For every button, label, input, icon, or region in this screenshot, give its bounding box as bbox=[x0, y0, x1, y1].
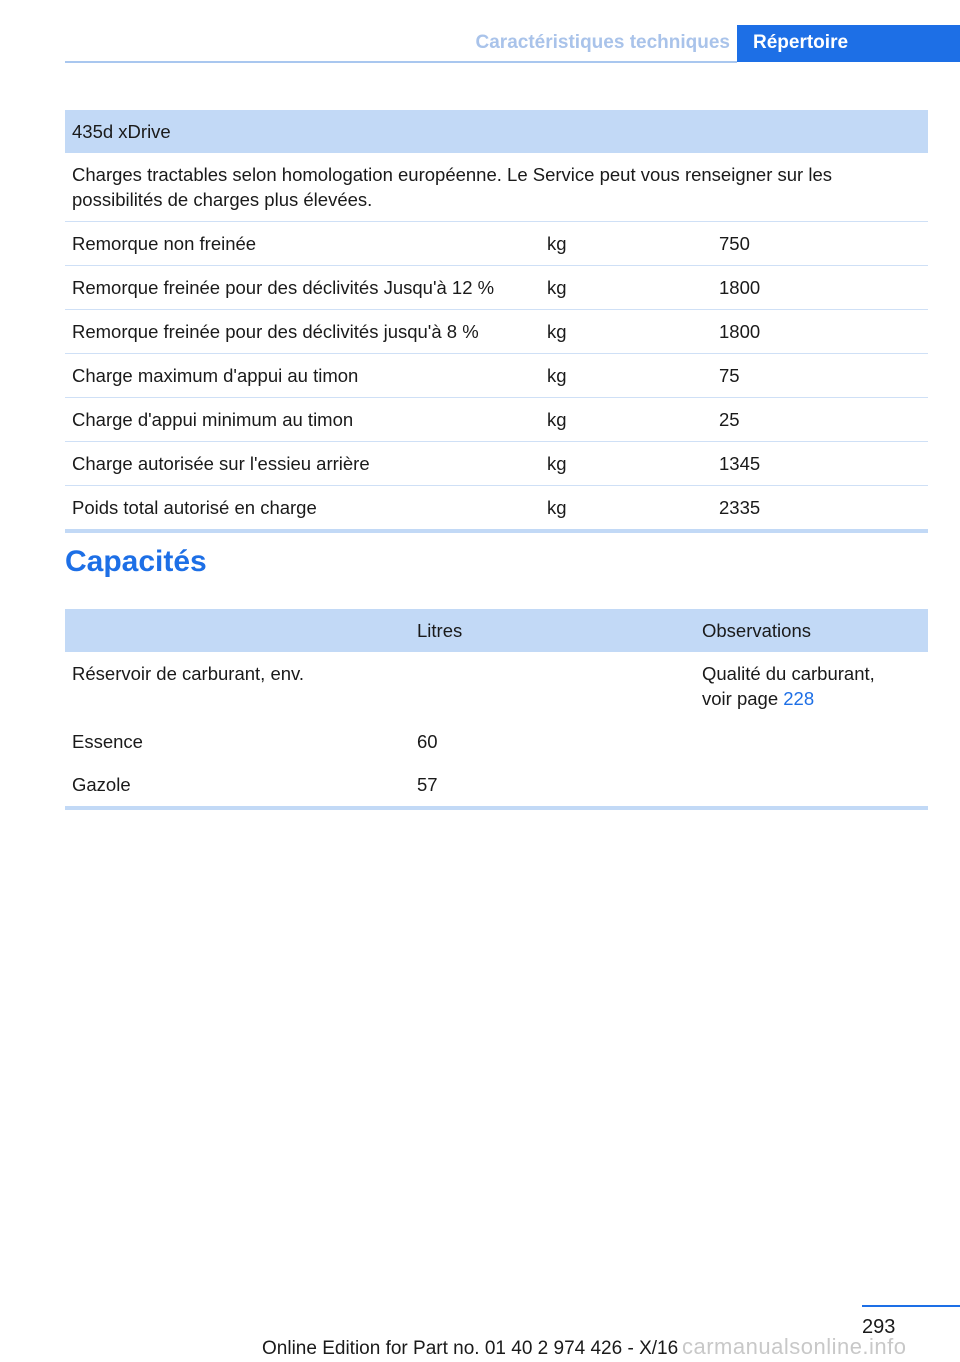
table-row bbox=[65, 720, 928, 763]
header-observations: Observations bbox=[695, 609, 928, 652]
row-unit: kg bbox=[540, 486, 712, 532]
row-label: Remorque freinée pour des déclivités Jusqu'à 12 % bbox=[65, 266, 540, 310]
observation-see-page: voir page bbox=[702, 688, 779, 709]
row-label: Essence bbox=[72, 731, 143, 752]
page-link[interactable]: 228 bbox=[783, 688, 815, 709]
table-row bbox=[65, 354, 928, 398]
row-label: Remorque freinée pour des déclivités jusqu'à 8 % bbox=[65, 310, 540, 354]
row-unit: kg bbox=[540, 310, 712, 354]
row-value: 25 bbox=[712, 398, 928, 442]
table-row bbox=[65, 652, 928, 720]
row-label: Gazole bbox=[65, 763, 410, 808]
row-label: Poids total autorisé en charge bbox=[65, 486, 540, 532]
chapter-tab[interactable]: Caractéristiques techniques bbox=[475, 32, 730, 53]
row-value: 750 bbox=[712, 222, 928, 266]
header-litres: Litres bbox=[410, 609, 695, 652]
page-number: 293 bbox=[862, 1316, 896, 1338]
towing-loads-table bbox=[65, 110, 928, 533]
row-litres: 57 bbox=[410, 763, 695, 808]
table-row bbox=[65, 266, 928, 310]
model-heading: 435d xDrive bbox=[65, 110, 928, 153]
watermark: carmanualsonline.info bbox=[682, 1334, 907, 1359]
row-value: 2335 bbox=[712, 486, 928, 532]
row-unit: kg bbox=[540, 398, 712, 442]
table-row bbox=[65, 310, 928, 354]
section-title: Capacités bbox=[65, 545, 207, 578]
row-label: Charge d'appui minimum au timon bbox=[65, 398, 540, 442]
row-value: 1800 bbox=[712, 310, 928, 354]
row-observation bbox=[695, 652, 928, 720]
row-unit: kg bbox=[540, 442, 712, 486]
row-litres bbox=[410, 652, 695, 720]
row-label: Réservoir de carburant, env. bbox=[72, 663, 305, 684]
row-value: 75 bbox=[712, 354, 928, 398]
header-empty-cell bbox=[65, 609, 410, 652]
row-value: 1345 bbox=[712, 442, 928, 486]
row-unit: kg bbox=[540, 354, 712, 398]
row-value: 1800 bbox=[712, 266, 928, 310]
table-header-row bbox=[65, 609, 928, 652]
row-unit: kg bbox=[540, 266, 712, 310]
row-observation bbox=[695, 720, 928, 763]
edition-footer: Online Edition for Part no. 01 40 2 974 426 - X/16 bbox=[262, 1338, 679, 1359]
towing-note: Charges tractables selon homologation européenne. Le Service peut vous renseigner sur les possibilités de charges plus élevées. bbox=[65, 153, 928, 222]
table-header-row bbox=[65, 110, 928, 153]
table-row bbox=[65, 222, 928, 266]
header-rule bbox=[65, 61, 737, 63]
row-label: Charge maximum d'appui au timon bbox=[65, 354, 540, 398]
row-litres: 60 bbox=[417, 731, 438, 752]
table-row bbox=[65, 763, 928, 808]
table-row bbox=[65, 398, 928, 442]
index-tab[interactable]: Répertoire bbox=[737, 25, 960, 62]
page-number-rule bbox=[862, 1305, 960, 1307]
row-unit: kg bbox=[540, 222, 712, 266]
observation-text: Qualité du carburant, bbox=[702, 663, 875, 684]
capacities-table bbox=[65, 609, 928, 810]
row-label: Charge autorisée sur l'essieu arrière bbox=[65, 442, 540, 486]
table-row bbox=[65, 486, 928, 532]
row-observation bbox=[695, 763, 928, 808]
table-note-row bbox=[65, 153, 928, 222]
row-label: Remorque non freinée bbox=[65, 222, 540, 266]
table-row bbox=[65, 442, 928, 486]
